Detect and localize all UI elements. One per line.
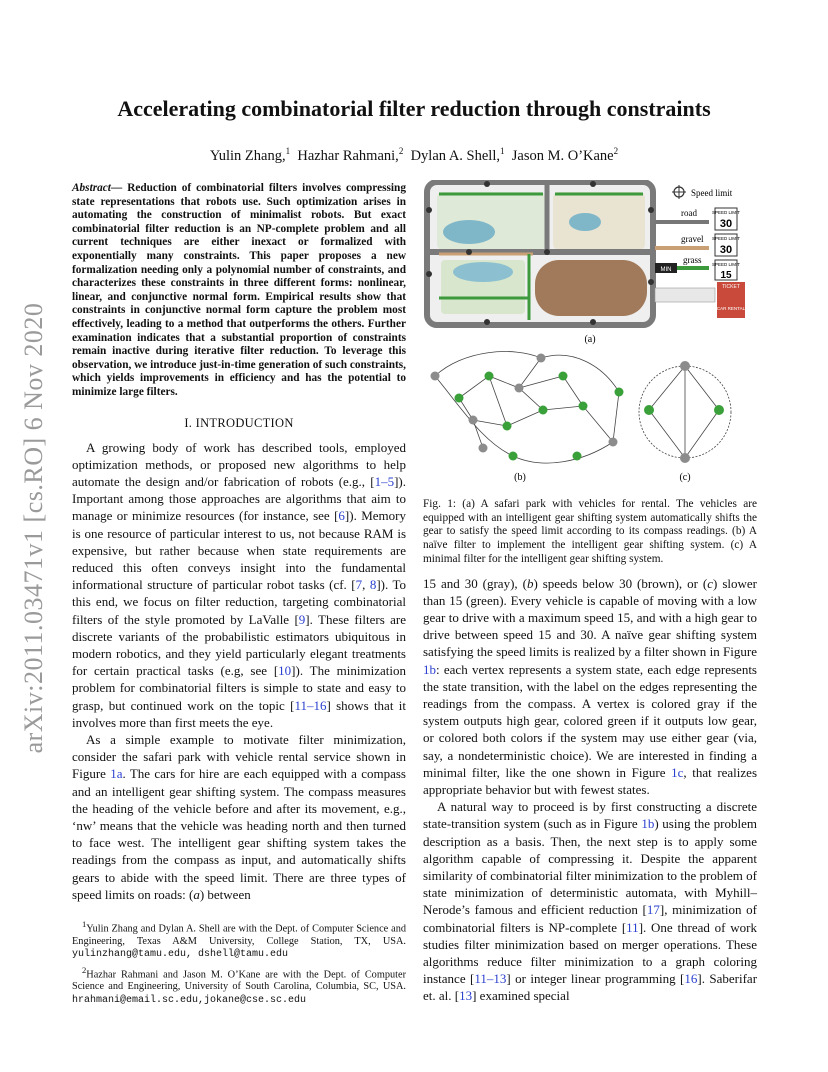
svg-text:30: 30 [719, 244, 733, 256]
body-paragraph: A natural way to proceed is by first constructing a discrete state-transition system (such as in Figure 1b) using the problem description as a basis. Then, the next step is to apply some algorithm capable of compressing it. Despite the apparent similarity of combinatorial filter minimization to the problem of state minimization of deterministic automata, with Myhill–Nerode’s famous and efficient reduction [17], minimization of combinatorial filters is NP-complete [11]. One thread of work studies filter minimization based on merger operations. These algorithms reduce filter minimization to a graph coloring instance [11–13] or integer linear programming [16]. Saberifar et. al. [13] examined special [423, 799, 758, 1004]
svg-text:CAR RENTAL: CAR RENTAL [716, 306, 746, 311]
abstract-text: — Reduction of combinatorial filters involves compressing state representations that robots use. Such optimization arises in automating the construction of minimalist robots. But exact combinatorial filter reduction is an NP-complete problem and all current techniques are either inexact or formalized with exponentially many constraints. This paper proposes a new formalization needing only a polynomial number of constraints, and characterizes these constraints in three different forms: nonlinear, linear, and conjunctive normal form. Empirical results show that constraints in conjunctive normal form capture the problem most effectively, leading to a method that outperforms the others. Further examination indicates that a substantial proportion of constraints remain inactive during iterative filter reduction. To leverage this observation, we introduce just-in-time generation of such constraints, which yields improvements in efficiency and has the potential to minimize large filters. [72, 182, 406, 398]
citation-link[interactable]: 11–16 [294, 697, 327, 713]
citation-link[interactable]: 1–5 [374, 473, 395, 489]
arxiv-stamp [14, 288, 54, 768]
abstract-lead: Abstract [72, 182, 111, 194]
svg-text:SPEED LIMIT: SPEED LIMIT [711, 262, 741, 267]
subfigure-a-label: (a) [584, 334, 596, 345]
section-heading-introduction: I. INTRODUCTION [184, 415, 294, 430]
author: Yulin Zhang, [209, 147, 286, 164]
intro-paragraph-1: A growing body of work has described tools, employed optimization methods, or proposed new algorithms to help automate the design and/or fabrication of robots (e.g., [1–5]). Important among those approaches are algorithms that aim to manage or minimize resources (for instance, see [6]). Memory is one resource of particular interest to us, not because RAM is expensive, but rather because when state requirements are reduced this often conveys insight into the fundamental informational structure of particular robot tasks (cf. [7, 8]). To this end, we focus on filter reduction, targeting combinatorial filters of the style promoted by LaValle [9]. These filters are discrete variants of the probabilistic estimators ubiquitous in modern robotics, and they yield particularly elegant treatments for certain practical tasks (e.g, see [10]). The minimization problem for combinatorial filters is simple to state and easy to grasp, but continued work on the topic [11–16] shows that it involves more than first meets the eye. [72, 439, 406, 730]
svg-text:SPEED LIMIT: SPEED LIMIT [711, 236, 741, 241]
figure-link[interactable]: 1c [671, 764, 684, 780]
subfigure-c-label: (c) [679, 472, 691, 483]
svg-text:MIN: MIN [660, 267, 672, 273]
rental-cars-icon [655, 288, 715, 302]
author-list [0, 146, 828, 165]
citation-link[interactable]: 13 [459, 988, 473, 1004]
naive-filter-graph [435, 352, 619, 464]
speed-limit-legend [655, 185, 746, 318]
arxiv-identifier: arXiv:2011.03471v1 [cs.RO] 6 Nov 2020 [19, 302, 48, 754]
citation-link[interactable]: 8 [369, 577, 377, 593]
svg-text:15: 15 [720, 270, 732, 281]
body-paragraph-continued: 15 and 30 (gray), (b) speeds below 30 (brown), or (c) slower than 15 (green). Every vehicle is capable of moving with a low gear to drive with a maximum speed 15, and with a high gear to drive between speed 15 and 30. A naïve gear shifting system satisfying the speed limits is realized by a filter shown in Figure 1b: each vertex represents a system state, each edge represents the state transition, with the label on the edges representing the readings from the compass. A vertex is colored gray if the system outputs high gear, colored green if it outputs low gear, or colored both colors if the system may use either gear (via, say, a nondeterministic choice). We are interested in finding a minimal filter, like the one shown in Figure 1c, that realizes appropriate behavior but with fewest states. [423, 575, 758, 797]
intro-paragraph-2: As a simple example to motivate filter minimization, consider the safari park with vehicle rental service shown in Figure 1a. The cars for hire are each equipped with a compass and an intelligent gear shifting system. The compass measures the heading of the vehicle before and after its movement, e.g., ‘nw’ means that the vehicle was heading north and then turned to face west. The intelligent gear shifting system takes the readings from the compass as input, and automatically shifts gears to abide with the speed limit. There are three types of speed limits on roads: (a) between [72, 731, 406, 902]
figure-link[interactable]: 1b [641, 816, 655, 832]
footnotes [72, 918, 406, 1009]
paper-title: Accelerating combinatorial filter reduction through constraints [117, 96, 711, 121]
citation-link[interactable]: 9 [298, 611, 306, 627]
figure-1-graphic [423, 180, 757, 486]
affiliation-mark: 1 [285, 146, 291, 156]
figure-caption: Fig. 1: (a) A safari park with vehicles for rental. The vehicles are equipped with an intelligent gear shifting system automatically shifts the gear to satisfy the speed limit according to its compass readings. (b) A naïve filter to implement the intelligent gear shifting system. (c) A minimal filter for the intelligent gear shifting system. [423, 498, 757, 565]
svg-text:30: 30 [719, 218, 733, 230]
citation-link[interactable]: 6 [338, 508, 345, 524]
footnote-1: $^1$Yulin Zhang and Dylan A. Shell are with the Dept. of Computer Science and Engineering, Texas A&M University, College Station, TX, USA. yulinzhang@tamu.edu, dshell@tamu.edu [72, 919, 406, 961]
affiliation-mark: 2 [613, 146, 619, 156]
figure-link[interactable]: 1a [110, 766, 123, 782]
safari-park-map [426, 181, 654, 325]
affiliation-mark: 2 [398, 146, 404, 156]
author: Hazhar Rahmani, [297, 147, 399, 164]
svg-text:Speed limit: Speed limit [691, 188, 733, 198]
footnote-email[interactable]: hrahmani@email.sc.edu,jokane@cse.sc.edu [72, 994, 307, 1006]
svg-text:road: road [681, 208, 697, 218]
citation-link[interactable]: 17 [646, 902, 660, 918]
subfigure-b-label: (b) [514, 472, 526, 483]
left-column [72, 182, 406, 903]
right-column [423, 180, 757, 1005]
author: Dylan A. Shell, [410, 147, 500, 164]
svg-text:gravel: gravel [681, 234, 704, 244]
figure-1 [423, 180, 757, 486]
citation-link[interactable]: 7 [355, 577, 363, 593]
figure-link[interactable]: 1b [423, 661, 436, 677]
svg-text:SPEED LIMIT: SPEED LIMIT [711, 210, 741, 215]
affiliation-mark: 1 [499, 146, 505, 156]
author: Jason M. O’Kane [511, 147, 614, 164]
citation-link[interactable]: 10 [278, 663, 292, 679]
abstract [72, 182, 406, 400]
svg-text:grass: grass [683, 255, 702, 265]
footnote-email[interactable]: yulinzhang@tamu.edu, dshell@tamu.edu [72, 949, 289, 961]
svg-text:TICKET: TICKET [722, 284, 740, 290]
footnote-2: $^2$Hazhar Rahmani and Jason M. O’Kane are with the Dept. of Computer Science and Engineering, University of South Carolina, Columbia, SC, USA. hrahmani@email.sc.edu,jokane@cse.sc.edu [72, 964, 406, 1006]
citation-link[interactable]: 16 [684, 971, 698, 987]
citation-link[interactable]: 11–13 [474, 971, 507, 987]
citation-link[interactable]: 11 [626, 919, 639, 935]
